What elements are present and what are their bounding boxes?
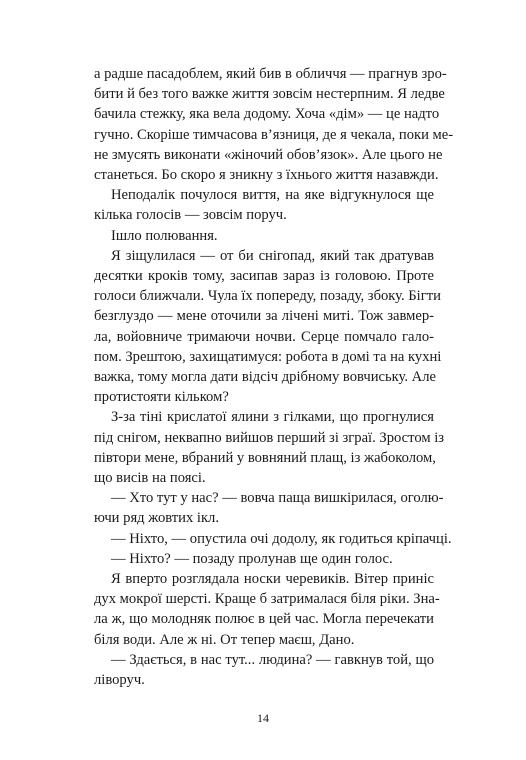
text-line: протистояти кільком? — [94, 389, 229, 406]
paragraph — [94, 650, 434, 690]
text-line: під снігом, неквапно вийшов перший зі зграї. Зростом із — [94, 429, 445, 446]
text-line: важка, тому могла дати відсіч дрібному вовчиську. Але — [94, 369, 436, 386]
text-line: гучно. Скоріше тимчасова в’язниця, де я чекала, поки ме- — [94, 126, 454, 143]
paragraph — [94, 407, 445, 488]
text-line: десятки кроків тому, засипав зараз із головою. Проте — [94, 268, 434, 285]
body-text — [94, 64, 454, 690]
text-line: півтори мене, вбраний у вовняний плащ, із жабоколом, — [94, 449, 436, 466]
text-line: З-за тіні крислатої ялини з гілками, що прогнулися — [111, 409, 434, 426]
text-line: ючи ряд жовтих ікл. — [94, 510, 219, 527]
text-line: кілька голосів — зовсім поруч. — [94, 207, 287, 224]
text-line: ла ж, що молодняк полює в цей час. Могла перечекати — [94, 611, 434, 628]
text-line: Я вперто розглядала носки черевиків. Вітер приніс — [111, 571, 434, 588]
text-line: голоси ближчали. Чула їх попереду, позаду, збоку. Бігти — [94, 288, 441, 305]
text-line: — Хто тут у нас? — вовча паща вишкірилася, оголю- — [111, 490, 444, 507]
text-line: — Ніхто? — позаду пролунав ще один голос. — [111, 550, 393, 567]
paragraph — [94, 246, 442, 408]
text-line: Ішло полювання. — [111, 227, 218, 244]
text-line: що висів на поясі. — [94, 470, 206, 487]
text-line: а радше пасадоблем, який бив в обличчя — прагнув зро- — [94, 66, 447, 82]
text-line: станеться. Бо скоро я зникну з їхнього життя назавжди. — [94, 167, 439, 184]
text-line: — Ніхто, — опустила очі додолу, як годиться кріпачці. — [111, 530, 452, 547]
text-line: бачила стежку, яка вела додому. Хоча «дім» — це надто — [94, 106, 440, 123]
paragraph — [94, 64, 454, 185]
text-line: бити й без того важке життя зовсім нестерпним. Я ледве — [94, 86, 445, 103]
paragraph — [94, 549, 434, 569]
text-line: ла, войовниче тримаючи ночви. Серце помчало гало- — [94, 328, 434, 345]
paragraph — [94, 226, 434, 246]
text-line: ліворуч. — [94, 672, 145, 689]
paragraph — [94, 529, 452, 549]
text-line: — Здається, в нас тут... людина? — гавкнув той, що — [111, 651, 434, 668]
text-line: безглуздо — мене оточили за лічені миті. Тож завмер- — [94, 308, 434, 325]
paragraph — [94, 569, 440, 650]
text-line: біля води. Але ж ні. От тепер маєш, Дано. — [94, 631, 355, 648]
text-line: не змусять виконати «жіночий обов’язок». Але цього не — [94, 146, 443, 163]
text-line: Я зіщулилася — от би снігопад, який так дратував — [111, 247, 434, 264]
text-line: дух мокрої шерсті. Краще б затрималася біля ріки. Зна- — [94, 591, 440, 608]
paragraph — [94, 185, 434, 225]
text-line: Неподалік почулося виття, на яке відгукнулося ще — [111, 187, 434, 204]
text-line: пом. Зрештою, захищатимуся: робота в домі та на кухні — [94, 348, 442, 365]
paragraph — [94, 488, 444, 528]
page-number: 14 — [257, 711, 269, 725]
